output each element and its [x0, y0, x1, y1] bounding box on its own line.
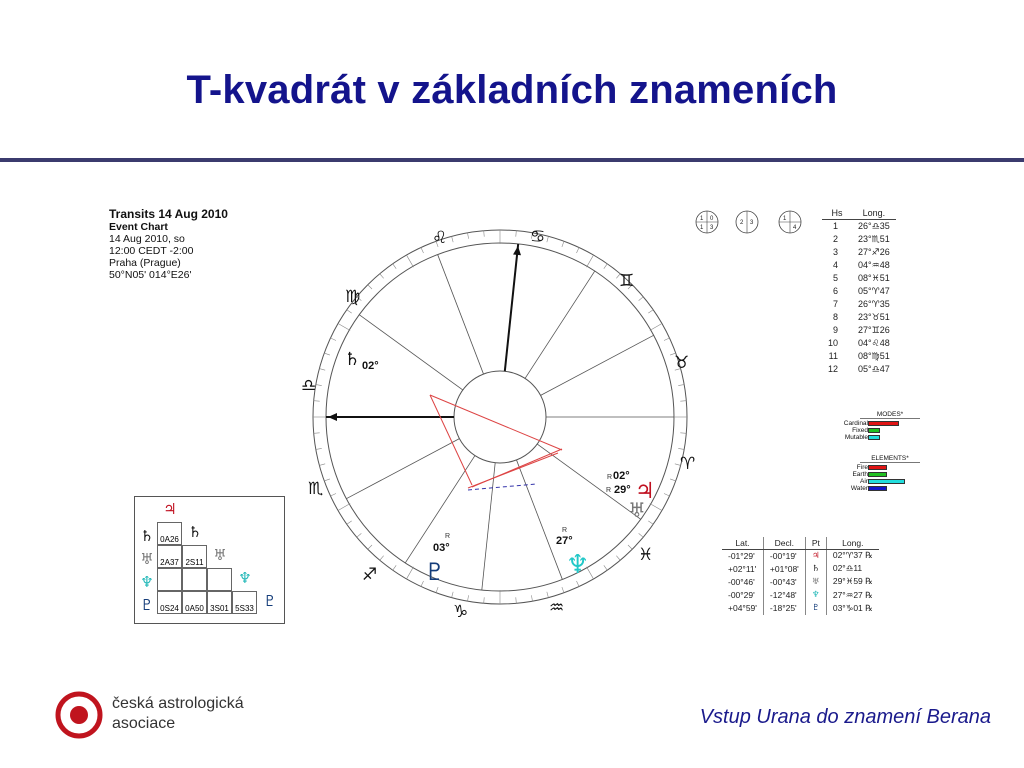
- jupiter-icon: ♃: [635, 479, 655, 504]
- pluto-retro: R: [445, 533, 451, 540]
- planet-glyph-icon: ♅: [805, 575, 826, 588]
- modes-row: [840, 427, 920, 434]
- elements-bar: [868, 479, 905, 484]
- planet-longitude: 27°♒27 ℞: [826, 589, 878, 602]
- aspect-cell: 0A50: [182, 591, 207, 614]
- aspect-cell: [157, 568, 182, 591]
- house-number: 7: [833, 299, 839, 310]
- house-table: [822, 207, 896, 377]
- slide-title: T-kvadrát v základních znameních: [186, 68, 838, 112]
- house-number: 8: [833, 312, 839, 323]
- jupiter-degree: 29°: [614, 484, 631, 496]
- aspect-diagonal-glyph-icon: ♅: [213, 546, 227, 564]
- aspect-row-glyph-icon: ♄: [140, 527, 154, 545]
- neptune-retro: R: [562, 527, 568, 534]
- aspect-cell: 2S11: [182, 545, 207, 568]
- house-row: [822, 324, 896, 337]
- neptune-icon: ♆: [566, 550, 590, 580]
- sign-sagittarius-icon: ♐: [362, 565, 378, 585]
- planet-declination: -12°48': [763, 589, 805, 602]
- elements-label: Air: [860, 478, 868, 485]
- planet-glyph-icon: ♆: [805, 589, 826, 602]
- aspect-diagonal-glyph-icon: ♄: [188, 523, 202, 541]
- house-longitude: 27°♐26: [858, 246, 890, 257]
- svg-text:1: 1: [700, 216, 704, 222]
- svg-text:1: 1: [783, 216, 787, 222]
- uranus-retro: R: [606, 487, 612, 494]
- chart-subtitle: Event Chart: [109, 221, 168, 233]
- aspect-cell: 2A37: [157, 545, 182, 568]
- house-longitude: 27°♊26: [858, 325, 890, 336]
- pluto-icon: ♇: [424, 558, 446, 586]
- aspect-diagonal-glyph-icon: ♇: [263, 592, 277, 610]
- sign-libra-icon: ♎: [301, 376, 317, 396]
- elements-chart: [840, 455, 920, 492]
- aspect-row-glyph-icon: ♇: [140, 596, 154, 614]
- house-row: [822, 246, 896, 259]
- planet-neptune: [556, 527, 589, 580]
- house-longitude: 08°♓51: [858, 272, 890, 283]
- house-row: [822, 233, 896, 246]
- house-number: 9: [833, 325, 839, 336]
- logo-line-2: asociace: [112, 715, 176, 732]
- planet-glyph-icon: ♄: [805, 562, 826, 575]
- house-longitude: 04°♒48: [858, 259, 890, 270]
- elements-bar: [868, 472, 887, 477]
- house-row: [822, 363, 896, 376]
- planet-declination: -00°19': [763, 549, 805, 562]
- footer-caption: Vstup Urana do znamení Berana: [699, 706, 991, 728]
- sign-aries-icon: ♈: [680, 454, 696, 474]
- svg-text:3: 3: [710, 225, 714, 231]
- elements-bar: [868, 465, 887, 470]
- planet-jupiter: [606, 470, 655, 522]
- elements-label: Fire: [856, 464, 868, 471]
- planet-latitude: +02°11': [728, 563, 757, 574]
- planet-latitude: -00°46': [728, 576, 755, 587]
- neptune-degree: 27°: [556, 535, 573, 547]
- elements-label: Earth: [852, 471, 868, 478]
- decl-col-header: Decl.: [763, 537, 805, 549]
- aspect-diagonal-glyph-icon: ♃: [163, 500, 177, 518]
- caa-logo: [54, 690, 104, 740]
- aspect-row-glyph-icon: ♅: [140, 550, 154, 568]
- house-longitude: 26°♎35: [858, 220, 890, 231]
- svg-text:3: 3: [750, 220, 754, 226]
- house-row: [822, 219, 896, 233]
- sign-pisces-icon: ♓: [638, 545, 654, 565]
- planet-declination: +01°08': [763, 562, 805, 575]
- house-row: [822, 311, 896, 324]
- svg-text:0: 0: [710, 216, 714, 222]
- planet-row: [722, 549, 879, 562]
- jupiter-retro: R: [607, 474, 613, 481]
- planet-row: [722, 575, 879, 588]
- elements-row: [840, 464, 920, 471]
- modes-row: [840, 434, 920, 441]
- house-longitude: 05°♎47: [858, 364, 890, 375]
- logo-line-1: česká astrologická: [112, 695, 244, 712]
- planet-longitude: 02°♈37 ℞: [826, 549, 878, 562]
- zodiac-signs: [301, 227, 695, 622]
- chart-date: 14 Aug 2010, so: [109, 233, 185, 245]
- modes-chart: [840, 411, 920, 441]
- pluto-degree: 03°: [433, 542, 450, 554]
- modes-label: Mutable: [844, 434, 868, 441]
- pt-col-header: Pt: [805, 537, 826, 549]
- house-row: [822, 285, 896, 298]
- house-number: 3: [833, 246, 839, 257]
- svg-text:2: 2: [740, 220, 744, 226]
- house-longitude: 26°♈35: [858, 299, 890, 310]
- svg-text:4: 4: [793, 225, 797, 231]
- elements-bar: [868, 486, 887, 491]
- sign-virgo-icon: ♍: [345, 287, 361, 307]
- house-longitude: 04°♌48: [858, 338, 890, 349]
- house-row: [822, 272, 896, 285]
- elements-row: [840, 478, 920, 485]
- chart-info: [109, 207, 228, 281]
- planet-pluto: [424, 533, 450, 586]
- house-longitude: 05°♈47: [858, 285, 890, 296]
- planet-saturn: [344, 349, 379, 372]
- aspect-diagonal-glyph-icon: ♆: [238, 569, 252, 587]
- sign-capricorn-icon: ♑: [453, 602, 469, 622]
- house-number: 10: [828, 338, 839, 349]
- planet-glyph-icon: ♃: [805, 549, 826, 562]
- aspect-cell: 0A26: [157, 522, 182, 545]
- planet-glyph-icon: ♇: [805, 602, 826, 615]
- modes-bar: [868, 428, 880, 433]
- house-longitude: 23°♉51: [858, 312, 890, 323]
- longitude-col-header: Long.: [852, 207, 896, 219]
- house-col-header: Hs: [822, 207, 852, 219]
- planet-table: [722, 537, 879, 615]
- aspect-grid: [134, 496, 285, 624]
- aspect-cell: 3S01: [207, 591, 232, 614]
- planet-declination: -18°25': [763, 602, 805, 615]
- sign-cancer-icon: ♋: [530, 227, 546, 247]
- sign-scorpio-icon: ♏: [308, 479, 324, 499]
- modes-label: Cardinal: [843, 420, 868, 427]
- saturn-icon: ♄: [344, 349, 361, 370]
- saturn-degree: 02°: [362, 360, 379, 372]
- house-number: 2: [833, 233, 839, 244]
- aspect-cell: [207, 568, 232, 591]
- aspect-row-glyph-icon: ♆: [140, 573, 154, 591]
- planet-latitude: -00°29': [728, 590, 755, 601]
- aspect-cell: [182, 568, 207, 591]
- house-number: 6: [833, 285, 839, 296]
- modes-bar: [868, 421, 899, 426]
- long-col-header: Long.: [826, 537, 878, 549]
- house-row: [822, 298, 896, 311]
- chart-place: Praha (Prague): [109, 257, 181, 269]
- svg-text:1: 1: [700, 225, 704, 231]
- planet-row: [722, 562, 879, 575]
- planet-declination: -00°43': [763, 575, 805, 588]
- house-row: [822, 337, 896, 350]
- house-row: [822, 350, 896, 363]
- chart-title: Transits 14 Aug 2010: [109, 207, 228, 221]
- uranus-icon: ♅: [628, 498, 646, 522]
- planet-longitude: 02°♎11: [826, 562, 878, 575]
- planet-longitude: 03°♑01 ℞: [826, 602, 878, 615]
- house-longitude: 23°♏51: [858, 233, 890, 244]
- elements-row: [840, 471, 920, 478]
- modes-bar: [868, 435, 880, 440]
- house-number: 11: [828, 351, 839, 362]
- elements-label: Water: [850, 485, 868, 492]
- house-number: 4: [833, 259, 839, 270]
- sign-leo-icon: ♌: [432, 228, 448, 248]
- chart-wheel: [300, 205, 700, 625]
- modes-label: Fixed: [852, 427, 868, 434]
- sign-gemini-icon: ♊: [619, 271, 635, 291]
- aspect-cell: 5S33: [232, 591, 257, 614]
- planet-row: [722, 589, 879, 602]
- planet-latitude: -01°29': [728, 550, 755, 561]
- sign-taurus-icon: ♉: [674, 353, 690, 373]
- planet-row: [722, 602, 879, 615]
- title-divider: [0, 158, 1024, 162]
- house-longitude: 08°♍51: [858, 351, 890, 362]
- aspect-lines: [430, 395, 562, 490]
- modes-title: MODES*: [860, 411, 920, 419]
- chart-coords: 50°N05' 014°E26': [109, 269, 192, 281]
- lat-col-header: Lat.: [722, 537, 763, 549]
- house-row: [822, 259, 896, 272]
- house-number: 5: [833, 272, 839, 283]
- modes-row: [840, 420, 920, 427]
- house-number: 1: [833, 220, 839, 231]
- sign-aquarius-icon: ♒: [549, 598, 565, 618]
- logo-text: [112, 694, 244, 734]
- planet-latitude: +04°59': [728, 603, 757, 614]
- aspect-cell: 0S24: [157, 591, 182, 614]
- elements-title: ELEMENTS*: [860, 455, 920, 463]
- elements-row: [840, 485, 920, 492]
- planet-longitude: 29°♓59 ℞: [826, 575, 878, 588]
- aspect-circles: [690, 208, 810, 238]
- house-number: 12: [828, 364, 839, 375]
- chart-time: 12:00 CEDT -2:00: [109, 245, 194, 257]
- uranus-degree: 02°: [613, 470, 630, 482]
